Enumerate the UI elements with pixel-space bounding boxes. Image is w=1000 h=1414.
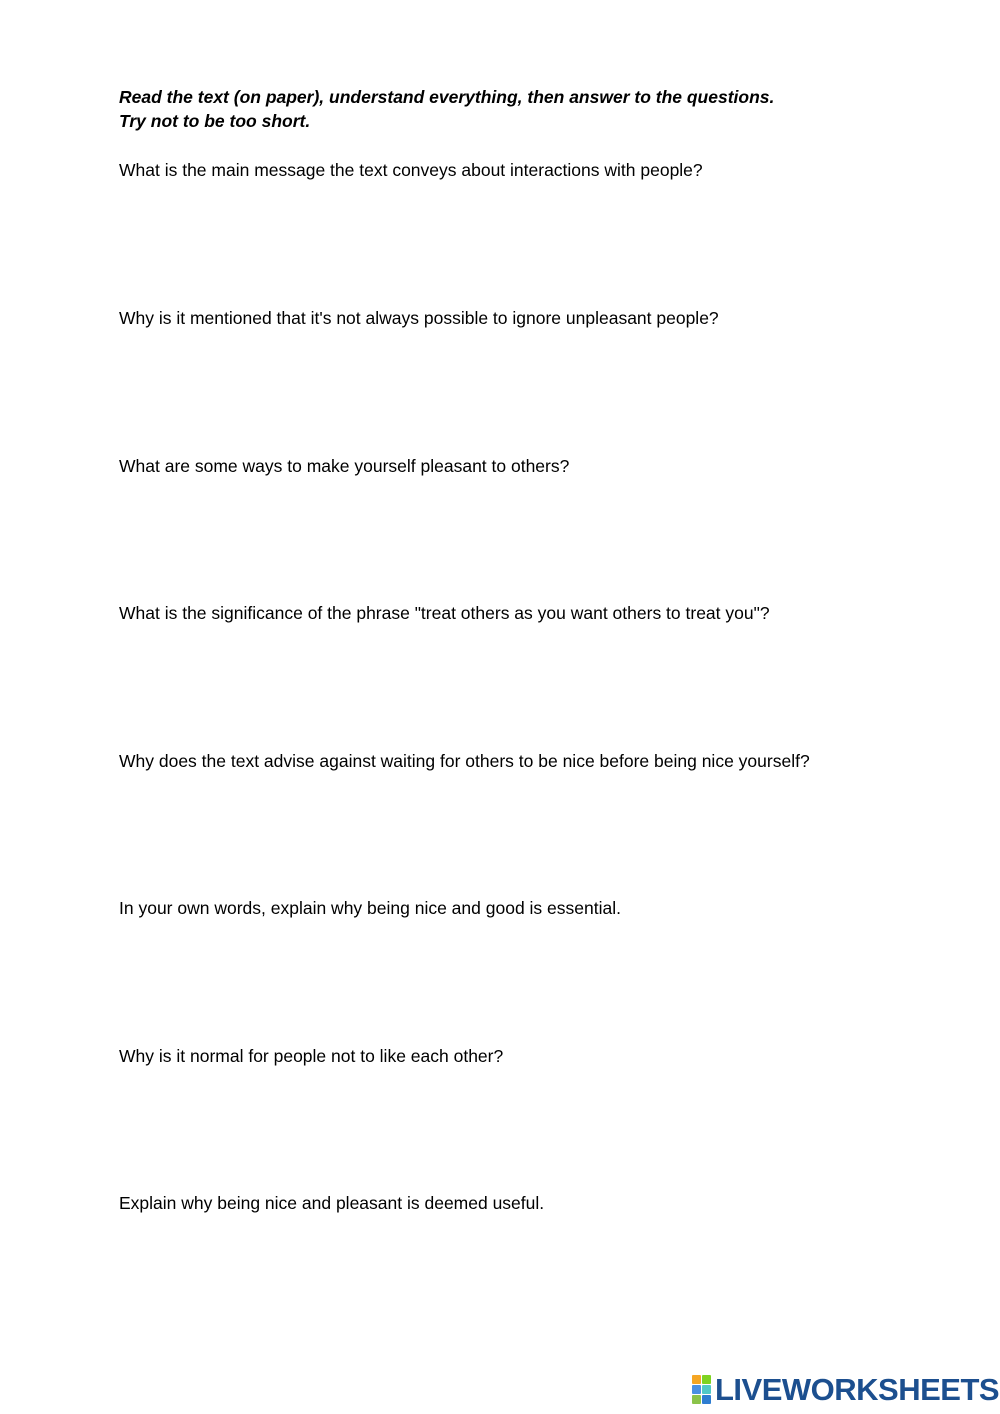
logo-square-6 [702,1395,711,1404]
logo-square-1 [692,1375,701,1384]
question-7: Why is it normal for people not to like each other? [119,1046,504,1066]
answer-area-6[interactable] [119,928,879,1024]
question-1: What is the main message the text conveys about interactions with people? [119,160,703,180]
question-4: What is the significance of the phrase "treat others as you want others to treat you"? [119,603,770,623]
question-6: In your own words, explain why being nice and good is essential. [119,898,621,918]
answer-area-7[interactable] [119,1076,879,1172]
question-5: Why does the text advise against waiting for others to be nice before being nice yourself? [119,751,810,771]
instructions-line-2: Try not to be too short. [119,111,311,131]
answer-area-1[interactable] [119,190,879,286]
answer-area-5[interactable] [119,781,879,877]
logo-square-5 [692,1395,701,1404]
logo-square-3 [692,1385,701,1394]
question-3: What are some ways to make yourself pleasant to others? [119,456,570,476]
answer-area-2[interactable] [119,338,879,434]
logo-mark-icon [692,1375,712,1405]
question-2: Why is it mentioned that it's not always possible to ignore unpleasant people? [119,308,719,328]
instructions [119,85,939,133]
logo-text: LIVEWORKSHEETS [715,1372,1000,1407]
answer-area-3[interactable] [119,486,879,582]
logo-square-2 [702,1375,711,1384]
instructions-line-1: Read the text (on paper), understand everything, then answer to the questions. [119,87,775,107]
logo-square-4 [702,1385,711,1394]
answer-area-8[interactable] [119,1223,879,1319]
liveworksheets-logo [692,1372,999,1408]
answer-area-4[interactable] [119,633,879,729]
question-8: Explain why being nice and pleasant is deemed useful. [119,1193,545,1213]
